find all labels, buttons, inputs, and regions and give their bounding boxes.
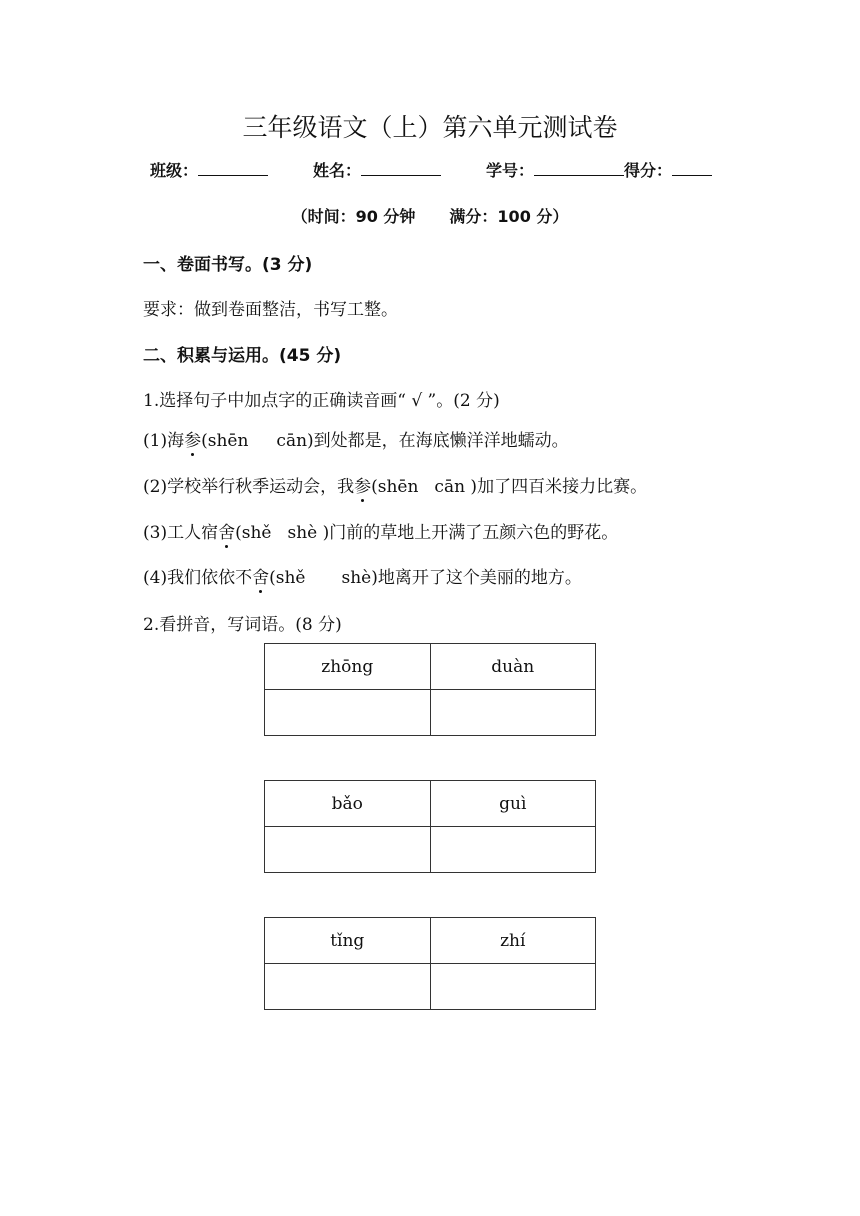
pinyin-table-2 (264, 780, 596, 873)
pinyin-table-1 (264, 643, 596, 736)
section2-heading: 二、积累与运用。(45 分) (143, 346, 342, 366)
dotted-char: 舍 (252, 568, 270, 588)
time-limit: （时间：90 分钟 (291, 207, 416, 226)
score-blank[interactable] (672, 159, 712, 176)
dotted-char: 舍 (218, 523, 236, 543)
id-blank[interactable] (534, 159, 624, 176)
dotted-char: 参 (184, 431, 202, 451)
option-2[interactable]: shè ) (287, 523, 330, 543)
pinyin-cell: bǎo (265, 781, 431, 827)
name-field (313, 158, 441, 181)
section1-heading: 一、卷面书写。(3 分) (143, 255, 313, 275)
answer-cell[interactable] (430, 827, 596, 873)
pinyin-cell: zhōng (265, 644, 431, 690)
section1-requirement: 要求：做到卷面整洁，书写工整。 (143, 300, 398, 320)
q1-item-1: (1)海参(shēn cān)到处都是，在海底懒洋洋地蠕动。 (143, 431, 569, 451)
id-field (486, 158, 712, 181)
option-2[interactable]: cān ) (434, 477, 478, 497)
option-2[interactable]: cān) (276, 431, 314, 451)
time-score-line (0, 204, 860, 227)
score-label: 得分： (624, 161, 673, 180)
option-2[interactable]: shè) (341, 568, 378, 588)
name-label: 姓名： (313, 161, 362, 180)
dotted-char: 参 (354, 477, 372, 497)
class-field (150, 158, 268, 181)
class-label: 班级： (150, 161, 199, 180)
answer-cell[interactable] (265, 827, 431, 873)
answer-cell[interactable] (265, 690, 431, 736)
q1-prompt: 1.选择句子中加点字的正确读音画“ √ ”。(2 分) (143, 391, 500, 411)
q2-prompt: 2.看拼音，写词语。(8 分) (143, 615, 342, 635)
option-1[interactable]: (shēn (371, 477, 419, 497)
answer-cell[interactable] (265, 964, 431, 1010)
page-title: 三年级语文（上）第六单元测试卷 (242, 113, 618, 142)
answer-cell[interactable] (430, 964, 596, 1010)
pinyin-table-3 (264, 917, 596, 1010)
pinyin-cell: tǐng (265, 918, 431, 964)
pinyin-cell: guì (430, 781, 596, 827)
option-1[interactable]: (shě (269, 568, 306, 588)
pinyin-cell: duàn (430, 644, 596, 690)
answer-cell[interactable] (430, 690, 596, 736)
q1-item-3: (3)工人宿舍(shě shè )门前的草地上开满了五颜六色的野花。 (143, 523, 619, 543)
pinyin-cell: zhí (430, 918, 596, 964)
option-1[interactable]: (shě (235, 523, 272, 543)
q1-item-2: (2)学校举行秋季运动会，我参(shēn cān )加了四百米接力比赛。 (143, 477, 648, 497)
option-1[interactable]: (shēn (201, 431, 249, 451)
name-blank[interactable] (361, 159, 441, 176)
q1-item-4: (4)我们依依不舍(shě shè)地离开了这个美丽的地方。 (143, 568, 582, 588)
id-label: 学号： (486, 161, 535, 180)
full-score: 满分：100 分） (449, 207, 569, 226)
class-blank[interactable] (198, 159, 268, 176)
